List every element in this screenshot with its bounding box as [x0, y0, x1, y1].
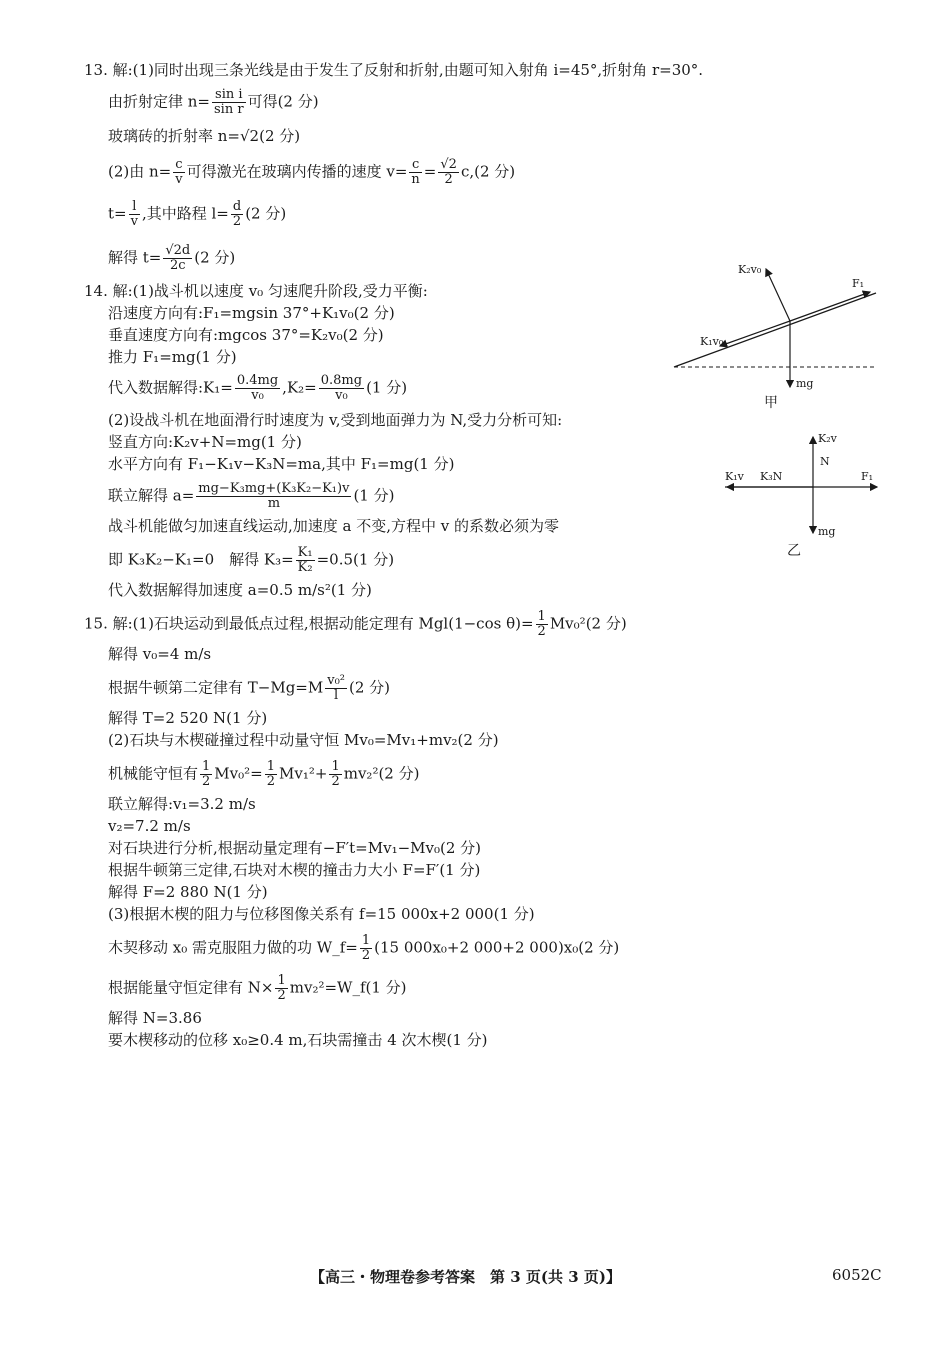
force-diagram-jia — [660, 255, 890, 415]
fraction: $\frac{1}{2}$ — [277, 973, 286, 1003]
fraction: $\frac{\text{K₁}}{\text{K₂}}$ — [297, 545, 313, 575]
q15-line-9: 对石块进行分析,根据动量定理有−F′t=Mv₁−Mv₀(2 分) — [108, 839, 482, 857]
fraction: $\frac{0.8mg}{\text{v₀}}$ — [320, 373, 363, 403]
k2v0-arrow — [766, 269, 790, 321]
q13-line-1: 13. 解:(1)同时出现三条光线是由于发生了反射和折射,由题可知入射角 i=45°,折射角 r=30°. — [84, 61, 704, 79]
label-k3n: K₃N — [760, 470, 783, 483]
label-k2v0: K₂v₀ — [738, 263, 762, 276]
fraction: $\frac{c}{v}$ — [175, 157, 183, 187]
q15-line-11: 解得 F=2 880 N(1 分) — [108, 883, 268, 901]
q14-line-6: (2)设战斗机在地面滑行时速度为 v,受到地面弹力为 N,受力分析可知: — [108, 411, 563, 429]
text: 由折射定律 n= — [108, 92, 210, 111]
fraction: $\frac{\text{sin i}}{\text{sin r}}$ — [214, 87, 244, 117]
label-k2v: K₂v — [818, 432, 837, 445]
q13-line-3: 玻璃砖的折射率 n=√2(2 分) — [108, 127, 301, 145]
caption-yi: 乙 — [787, 543, 801, 559]
q14-line-10: 战斗机能做匀加速直线运动,加速度 a 不变,方程中 v 的系数必须为零 — [108, 517, 560, 535]
label-f1: F₁ — [861, 470, 874, 483]
label-k1v0: K₁v₀ — [700, 335, 724, 348]
label-n: N — [820, 455, 830, 468]
q14-line-1: 14. 解:(1)战斗机以速度 v₀ 匀速爬升阶段,受力平衡: — [84, 282, 428, 300]
f1-arrow — [790, 292, 870, 321]
q13-line-2 — [108, 88, 319, 117]
q15-line-2: 解得 v₀=4 m/s — [108, 645, 212, 663]
q15-line-3: 根据牛顿第二定律有 T−Mg=M $\frac{\text{v₀²}}{l}$ (2 分) — [108, 673, 391, 703]
fraction: $\frac{1}{2}$ — [537, 609, 546, 639]
q15-line-8: v₂=7.2 m/s — [108, 817, 191, 835]
q13-line-4: (2)由 n= $\frac{c}{v}$ 可得激光在玻璃内传播的速度 v= $\frac{c}{n}$ = $\frac{√2}{2}$ c,(2 分) — [108, 157, 516, 187]
q15-line-6: 机械能守恒有 $\frac{1}{2}$ Mv₀²= $\frac{1}{2}$ Mv₁²+ $\frac{1}{2}$ mv₂²(2 分) — [108, 759, 420, 789]
fraction: $\frac{1}{2}$ — [361, 933, 371, 963]
fraction: $\frac{1}{2}$ — [266, 759, 276, 789]
document-code: 6052C — [832, 1266, 882, 1284]
fraction: $\frac{1}{2}$ — [331, 759, 340, 789]
q14-line-2: 沿速度方向有:F₁=mgsin 37°+K₁v₀(2 分) — [108, 304, 395, 322]
q14-line-7: 竖直方向:K₂v+N=mg(1 分) — [108, 433, 302, 451]
label-k1v: K₁v — [725, 470, 744, 483]
q14-line-4: 推力 F₁=mg(1 分) — [108, 348, 237, 366]
q14-line-11: 即 K₃K₂−K₁=0 解得 K₃= $\frac{\text{K₁}}{\text{K₂}}$ =0.5(1 分) — [108, 545, 395, 575]
q15-line-10: 根据牛顿第三定律,石块对木楔的撞击力大小 F=F′(1 分) — [108, 861, 481, 879]
fraction: $\frac{\text{v₀²}}{l}$ — [327, 673, 346, 703]
q14-line-8: 水平方向有 F₁−K₁v−K₃N=ma,其中 F₁=mg(1 分) — [108, 455, 455, 473]
fraction: $\frac{c}{n}$ — [411, 157, 420, 187]
fraction: $\frac{d}{2}$ — [232, 199, 242, 229]
q13-line-5: t= $\frac{l}{v}$ ,其中路程 l= $\frac{d}{2}$ (2 分) — [108, 199, 287, 229]
q15-line-13: 木契移动 x₀ 需克服阻力做的功 W_f= $\frac{1}{2}$ (15 000x₀+2 000+2 000)x₀(2 分) — [108, 933, 620, 963]
k1v0-arrow — [720, 321, 790, 346]
q15-line-14: 根据能量守恒定律有 N× $\frac{1}{2}$ mv₂²=W_f(1 分) — [108, 973, 407, 1003]
label-f1: F₁ — [852, 277, 865, 290]
q15-line-5: (2)石块与木楔碰撞过程中动量守恒 Mv₀=Mv₁+mv₂(2 分) — [108, 731, 499, 749]
label-mg: mg — [818, 525, 836, 538]
incline-line — [674, 293, 876, 367]
fraction: $\frac{l}{v}$ — [130, 199, 138, 229]
page-footer: 【高三・物理卷参考答案 第 3 页(共 3 页)】 — [310, 1268, 621, 1286]
q13-line-6: 解得 t= $\frac{√2d}{2c}$ (2 分) — [108, 243, 236, 273]
fraction: $\frac{1}{2}$ — [202, 759, 211, 789]
force-diagram-yi — [715, 425, 885, 560]
fraction: $\frac{√2d}{2c}$ — [165, 243, 191, 273]
q15-line-15: 解得 N=3.86 — [108, 1009, 202, 1027]
q14-line-9: 联立解得 a= $\frac{\text{mg−K₃mg+(K₃K₂−K₁)v}}{m}$ (1 分) — [108, 481, 395, 511]
label-mg: mg — [796, 377, 814, 390]
q14-line-5: 代入数据解得:K₁= $\frac{0.4mg}{\text{v₀}}$ ,K₂= $\frac{0.8mg}{\text{v₀}}$ (1 分) — [108, 373, 408, 403]
fraction: $\frac{0.4mg}{\text{v₀}}$ — [236, 373, 279, 403]
q14-line-3: 垂直速度方向有:mgcos 37°=K₂v₀(2 分) — [108, 326, 384, 344]
fraction: $\frac{\text{mg−K₃mg+(K₃K₂−K₁)v}}{m}$ — [198, 481, 350, 511]
q15-line-12: (3)根据木楔的阻力与位移图像关系有 f=15 000x+2 000(1 分) — [108, 905, 535, 923]
text: 可得(2 分) — [247, 92, 319, 111]
q15-line-16: 要木楔移动的位移 x₀≥0.4 m,石块需撞击 4 次木楔(1 分) — [108, 1031, 488, 1049]
caption-jia: 甲 — [764, 395, 778, 411]
fraction: $\frac{√2}{2}$ — [440, 157, 457, 187]
q15-line-7: 联立解得:v₁=3.2 m/s — [108, 795, 256, 813]
q15-line-4: 解得 T=2 520 N(1 分) — [108, 709, 268, 727]
q15-line-1: 15. 解:(1)石块运动到最低点过程,根据动能定理有 Mgl(1−cos θ)= $\frac{1}{2}$ Mv₀²(2 分) — [84, 609, 627, 639]
q14-line-12: 代入数据解得加速度 a=0.5 m/s²(1 分) — [108, 581, 372, 599]
